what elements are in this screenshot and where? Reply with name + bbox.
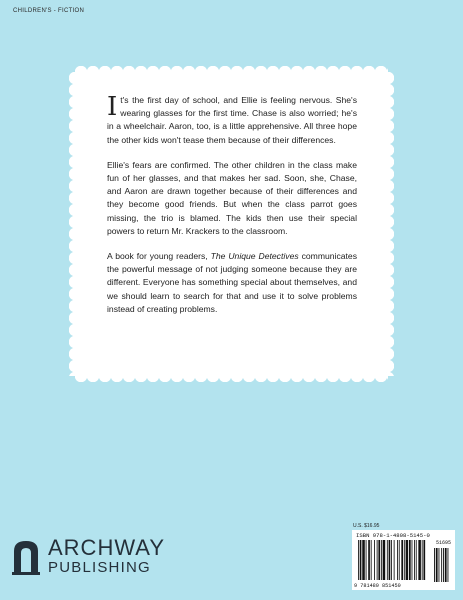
publisher-name-line1: ARCHWAY xyxy=(48,535,165,560)
panel-scallop-left xyxy=(69,72,81,376)
blurb-paragraph-1-text: t's the first day of school, and Ellie is feeling nervous. She's wearing glasses for the first time. Chase is also worried; he's in a wheelchair. Aaron, too, is a little apprehensive. All three hope the other kids won't tease them because of their differences. xyxy=(107,95,357,145)
drop-cap: I xyxy=(107,92,118,122)
book-title: The Unique Detectives xyxy=(210,251,299,262)
blurb-paragraph-1 xyxy=(107,94,357,147)
publisher-name-line2: PUBLISHING xyxy=(48,559,151,576)
blurb-text xyxy=(107,94,357,328)
archway-logo-icon xyxy=(12,539,40,575)
publisher-name xyxy=(48,535,165,576)
barcode-block xyxy=(352,530,455,590)
isbn-text: ISBN 978-1-4808-5145-0 xyxy=(356,532,430,539)
blurb-paragraph-3 xyxy=(107,250,357,316)
genre-label: CHILDREN'S - FICTION xyxy=(13,8,85,14)
price-label: U.S. $16.95 xyxy=(353,523,380,529)
blurb-panel xyxy=(75,72,388,376)
ean-number: 9 781480 851450 xyxy=(354,583,401,589)
blurb-paragraph-3-lead: A book for young readers, xyxy=(107,251,211,262)
barcode-icon xyxy=(352,530,455,590)
panel-scallop-right xyxy=(382,72,394,376)
blurb-paragraph-3-rest: communicates the powerful message of not judging someone because they are different. Everyone has something special about themselves, and we should learn to search for that and use it to solve problems instead of creating problems. xyxy=(107,251,358,314)
blurb-paragraph-2: Ellie's fears are confirmed. The other children in the class make fun of her glasses, and that makes her sad. Soon, she, Chase, and Aaron are drawn together because of their differences and they become good friends. But when the class parrot goes missing, the trio is blamed. The kids then use their special powers to return Mr. Krackers to the classroom. xyxy=(107,159,357,236)
addon-number: 51695 xyxy=(435,540,451,546)
publisher-logo xyxy=(12,535,165,576)
